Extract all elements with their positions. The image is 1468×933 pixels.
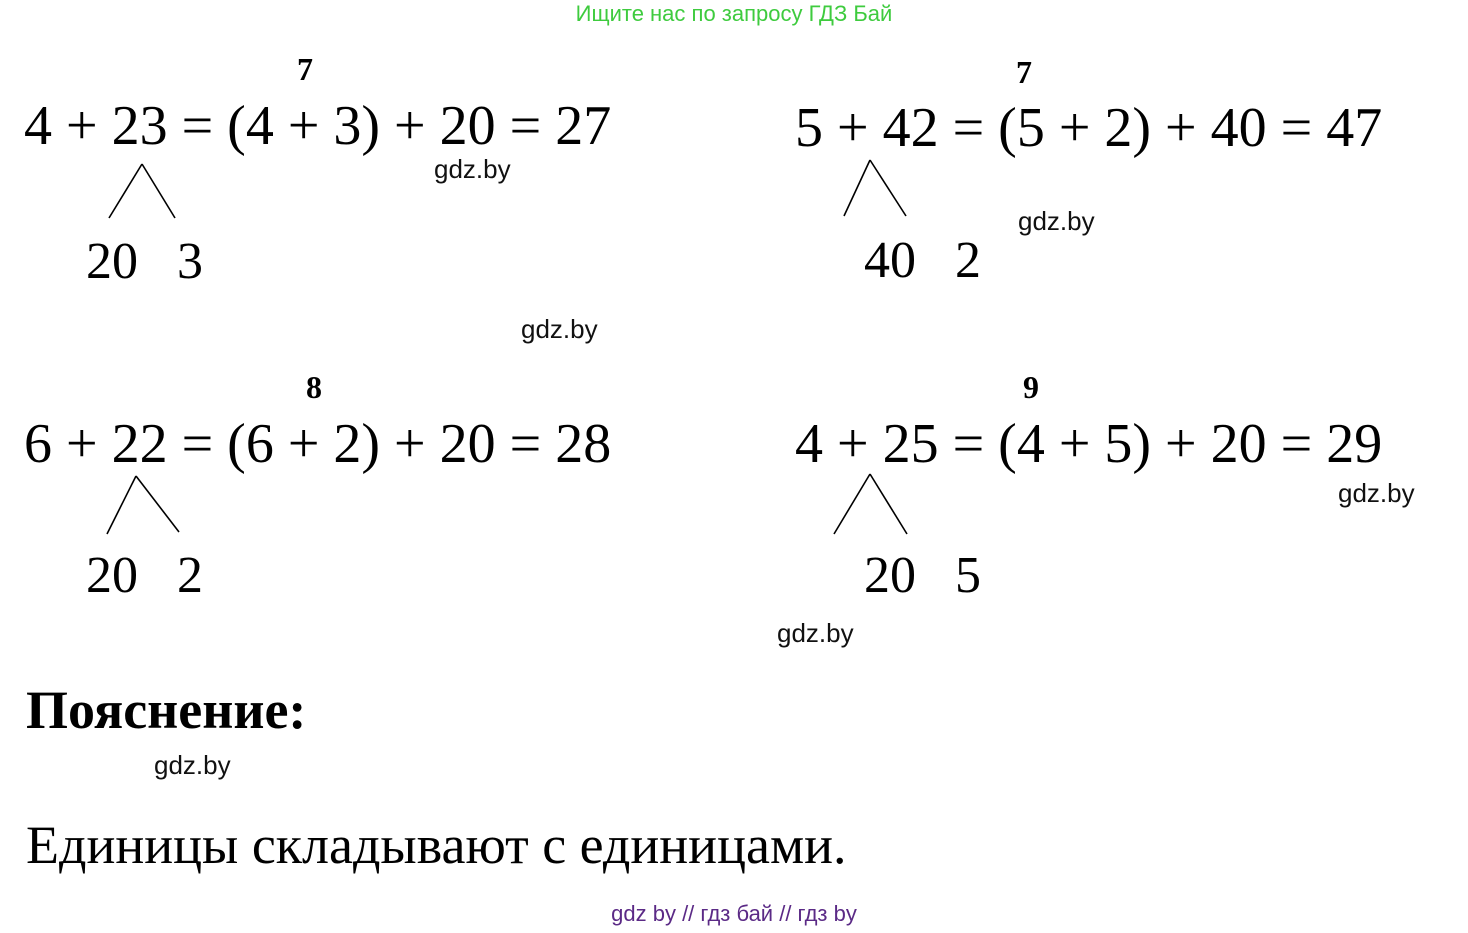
decomposition-parts — [86, 234, 203, 290]
watermark: gdz.by — [434, 154, 511, 184]
decomposition-parts — [864, 548, 981, 604]
watermark: gdz.by — [1338, 478, 1415, 508]
watermark: gdz.by — [154, 750, 231, 780]
carry-digit: 8 — [306, 369, 322, 405]
units-part: 2 — [177, 547, 203, 604]
expression: 6 + 22 = (6 + 2) + 20 = 28 — [24, 413, 612, 475]
tens-part: 20 — [86, 233, 138, 290]
footer-links: gdz by // гдз бай // гдз by — [611, 901, 857, 926]
tens-part: 20 — [86, 547, 138, 604]
carry-digit: 7 — [1016, 54, 1032, 90]
explanation-heading: Пояснение: — [26, 680, 307, 740]
top-banner: Ищите нас по запросу ГДЗ Бай — [575, 1, 893, 26]
watermark: gdz.by — [777, 618, 854, 648]
explanation-text: Единицы складывают с единицами. — [26, 815, 847, 875]
expression: 5 + 42 = (5 + 2) + 40 = 47 — [795, 97, 1383, 159]
expression: 4 + 23 = (4 + 3) + 20 = 27 — [24, 95, 612, 157]
units-part: 2 — [955, 232, 981, 289]
decomposition-parts — [864, 233, 981, 289]
tens-part: 40 — [864, 232, 916, 289]
carry-digit: 9 — [1023, 369, 1039, 405]
carry-digit: 7 — [297, 51, 313, 87]
decomposition-branch — [104, 474, 184, 536]
tens-part: 20 — [864, 547, 916, 604]
watermark: gdz.by — [521, 314, 598, 344]
units-part: 3 — [177, 233, 203, 290]
decomposition-branch — [840, 158, 920, 218]
expression: 4 + 25 = (4 + 5) + 20 = 29 — [795, 413, 1383, 475]
watermark: gdz.by — [1018, 206, 1095, 236]
decomposition-parts — [86, 548, 203, 604]
decomposition-branch — [832, 472, 912, 536]
units-part: 5 — [955, 547, 981, 604]
decomposition-branch — [105, 160, 185, 220]
